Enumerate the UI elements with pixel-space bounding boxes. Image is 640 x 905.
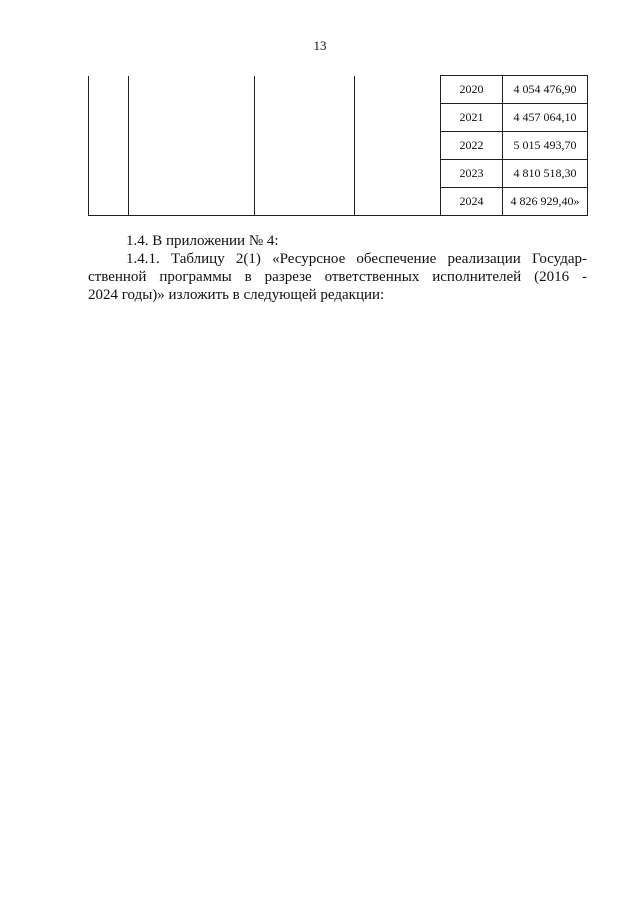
- year-cell: 2024: [441, 188, 503, 216]
- paragraph-1-4-1-line-1: 1.4.1. Таблицу 2(1) «Ресурсное обеспечение реализации Государ-: [126, 251, 587, 267]
- paragraph-1-4-1-line-3: 2024 годы)» изложить в следующей редакции:: [88, 287, 385, 303]
- body-text: [88, 232, 587, 304]
- table-cell-empty: [355, 76, 441, 216]
- paragraph-1-4-1-line-2: ственной программы в разрезе ответственных исполнителей (2016 -: [88, 269, 587, 285]
- year-cell: 2023: [441, 160, 503, 188]
- table-cell-empty: [129, 76, 255, 216]
- paragraph-1-4: 1.4. В приложении № 4:: [126, 233, 279, 249]
- amount-cell: 5 015 493,70: [503, 132, 588, 160]
- amount-cell: 4 457 064,10: [503, 104, 588, 132]
- year-cell: 2021: [441, 104, 503, 132]
- table-cell-empty: [255, 76, 355, 216]
- amount-cell: 4 826 929,40»: [503, 188, 588, 216]
- page-number: 13: [313, 38, 327, 53]
- amount-cell: 4 810 518,30: [503, 160, 588, 188]
- year-cell: 2022: [441, 132, 503, 160]
- year-cell: 2020: [441, 76, 503, 104]
- table-cell-empty: [89, 76, 129, 216]
- amount-cell: 4 054 476,90: [503, 76, 588, 104]
- funding-table: [88, 75, 588, 216]
- table-row: [89, 76, 588, 104]
